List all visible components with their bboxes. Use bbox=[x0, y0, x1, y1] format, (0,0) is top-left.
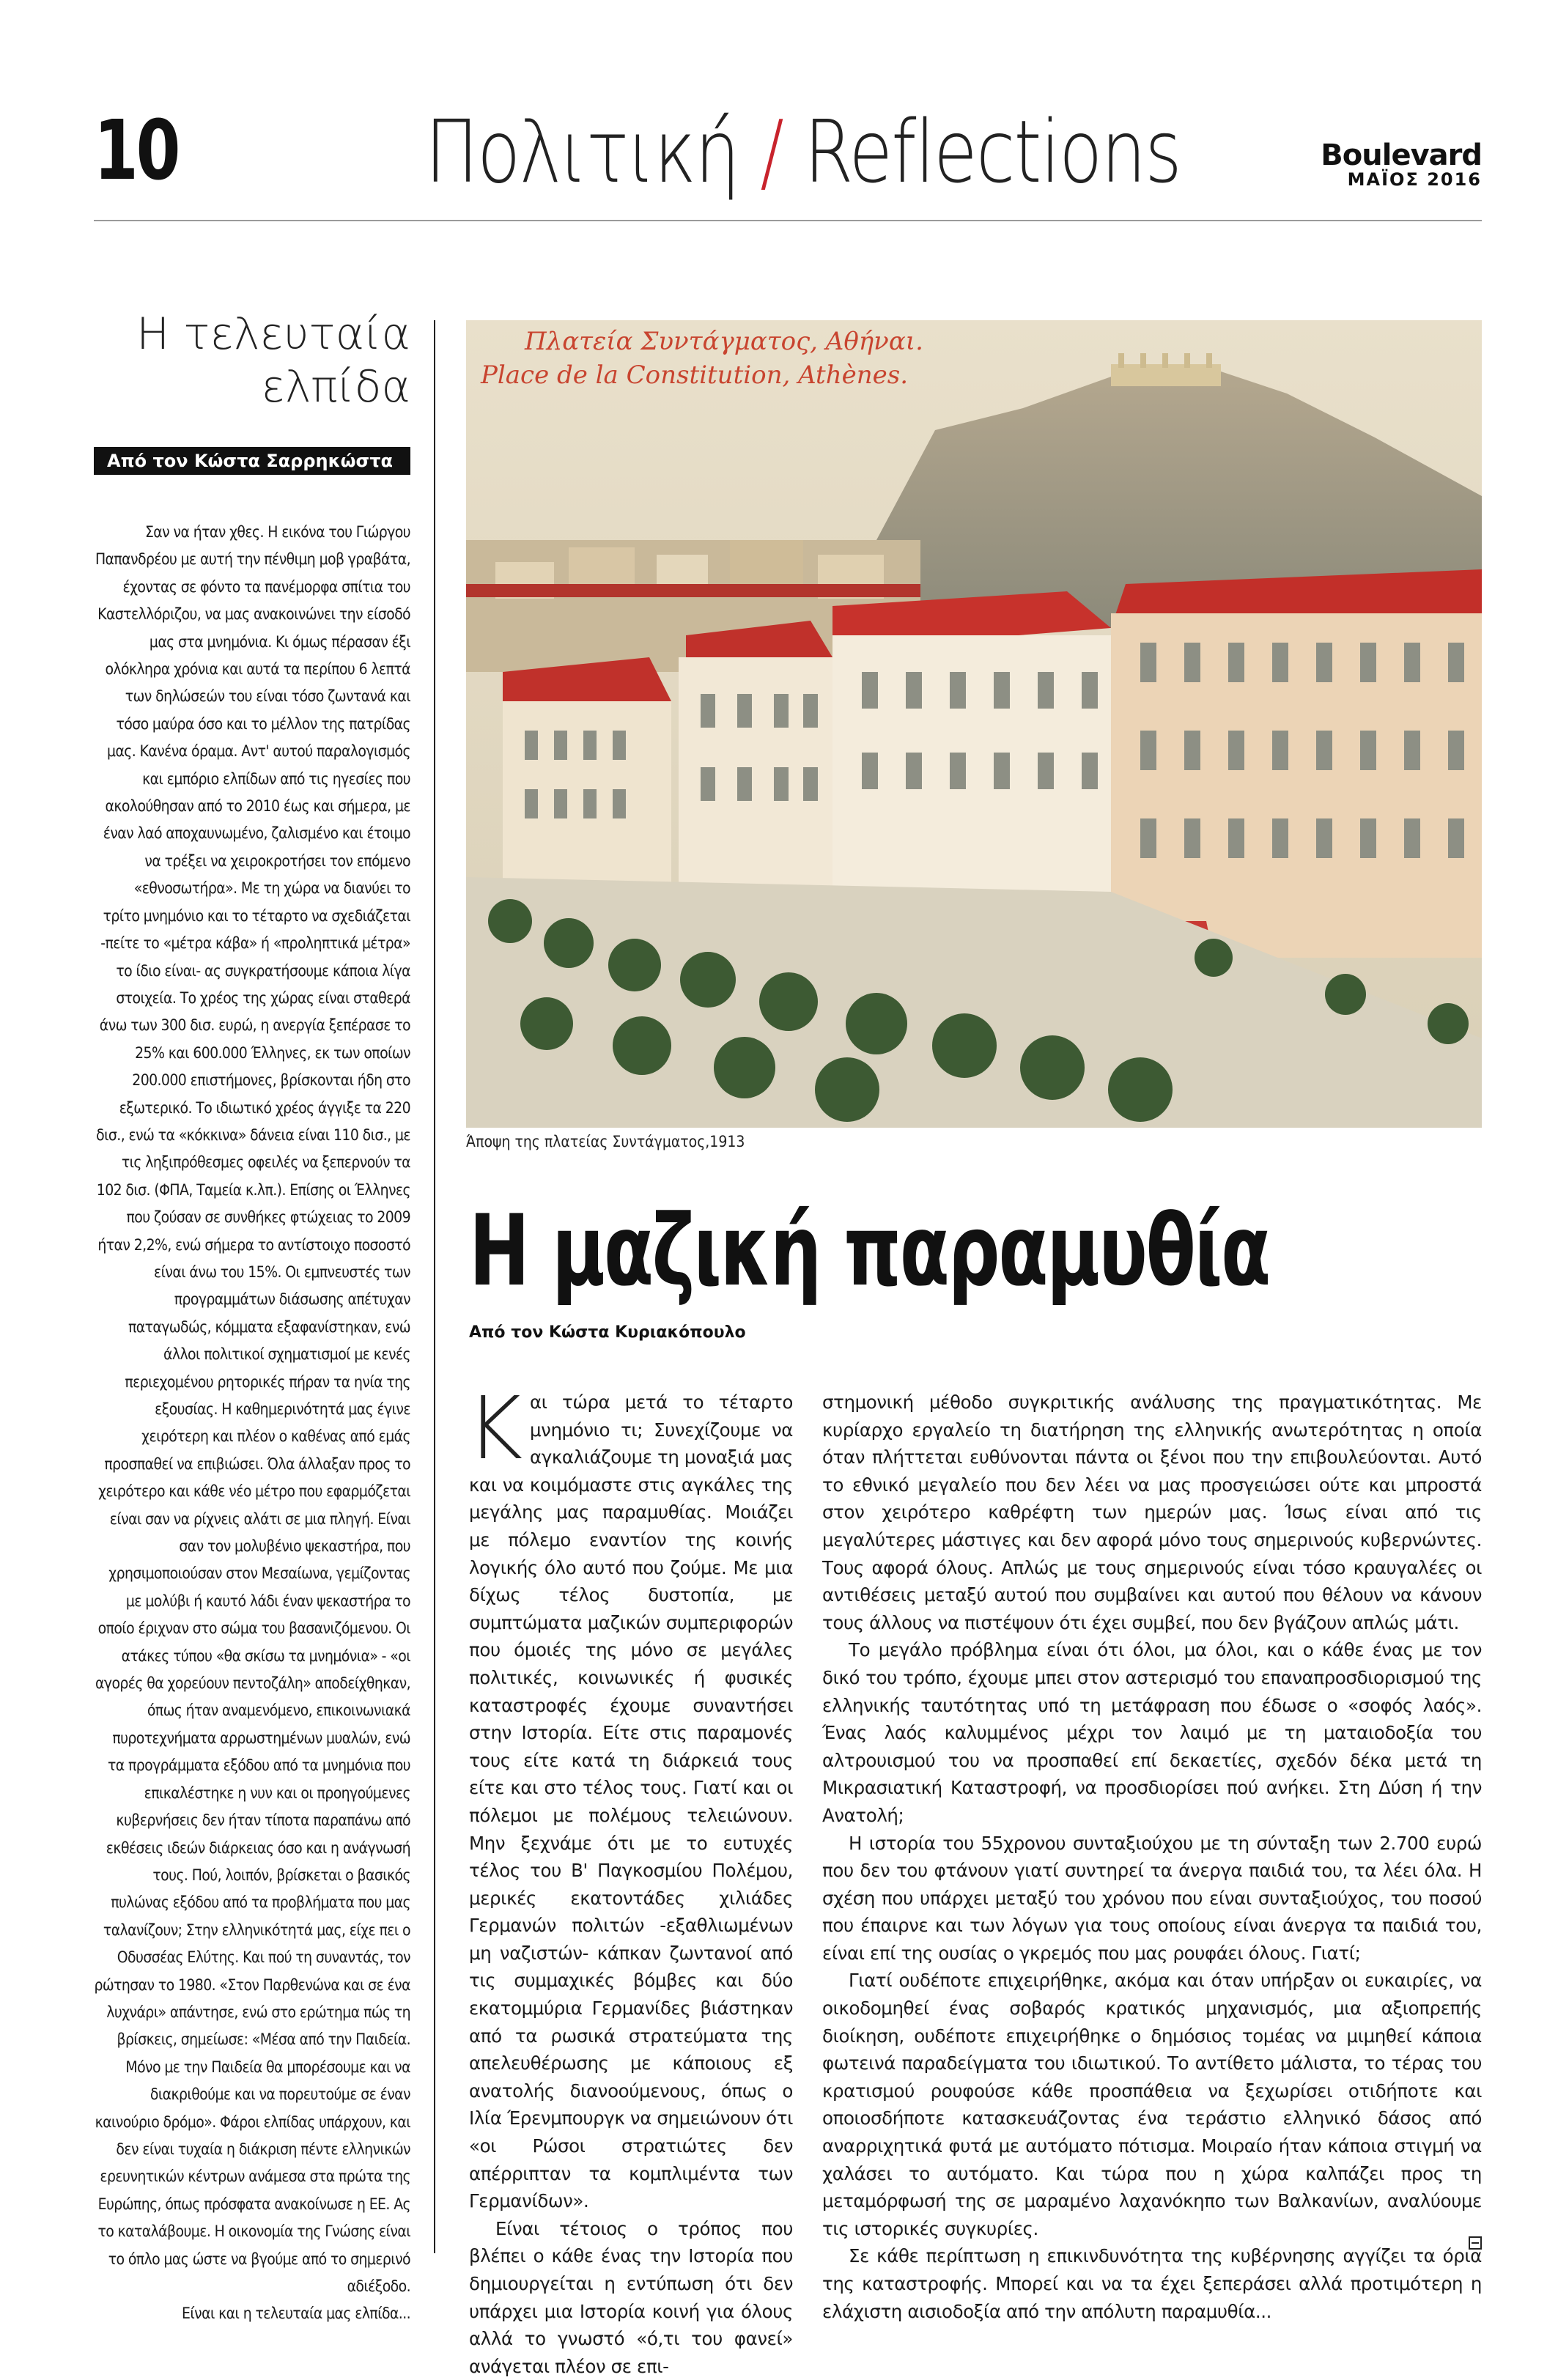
main-article-column-2 bbox=[822, 1389, 1482, 2325]
left-article-text: Σαν να ήταν χθες. Η εικόνα του Γιώργου Παπανδρέου με αυτή την πένθιμη μοβ γραβάτα, έχοντας σε φόντο τα πανέμορφα σπίτια του Καστελλόριζου, να μας ανακοινώνει την είσοδό μας στα μνημόνια. Κι όμως πέρασαν έξι ολόκληρα χρόνια και αυτά τα περίπου 6 λεπτά των δηλώσεών του είναι τόσο ζωντανά και τόσο μαύρα όσο και το μέλλον της πατρίδας μας. Κανένα όραμα. Αντ' αυτού παραλογισμός και εμπόριο ελπίδων από τις ηγεσίες που ακολούθησαν από το 2010 έως και σήμερα, με έναν λαό αποχαυνωμένο, ζαλισμένο και έτοιμο να τρέξει να χειροκροτήσει τον επόμενο «εθνοσωτήρα». Με τη χώρα να διανύει το τρίτο μνημόνιο και το τέταρτο να σχεδιάζεται -πείτε το «μέτρα κάβα» ή «προληπτικά μέτρα» το ίδιο είναι- ας συγκρατήσουμε κάποια λίγα στοιχεία. Το χρέος της χώρας είναι σταθερά άνω των 300 δισ. ευρώ, η ανεργία ξεπέρασε το 25% και 600.000 Έλληνες, εκ των οποίων 200.000 επιστήμονες, βρίσκονται ήδη στο εξωτερικό. Το ιδιωτικό χρέος άγγιξε τα 220 δισ., ενώ τα «κόκκινα» δάνεια είναι 110 δισ., με τις ληξιπρόθεσμες οφειλές να ξεπερνούν τα 102 δισ. (ΦΠΑ, Ταμεία κ.λπ.). Επίσης οι Έλληνες που ζούσαν σε συνθήκες φτώχειας το 2009 ήταν 2,2%, ενώ σήμερα το αντίστοιχο ποσοστό είναι άνω του 15%. Οι εμπνευστές των προγραμμάτων διάσωσης απέτυχαν παταγωδώς, κόμματα εξαφανίστηκαν, ενώ άλλοι πολιτικοί σχηματισμοί με κενές περιεχομένου ρητορικές πήραν τα ηνία της εξουσίας. Η καθημερινότητά μας έγινε χειρότερη και πλέον ο καθένας από εμάς προσπαθεί να επιβιώσει. Όλα άλλαξαν προς το χειρότερο και κάθε νέο μέτρο που εφαρμόζεται είναι σαν να ρίχνεις αλάτι σε μια πληγή. Είναι σαν τον μολυβένιο ψεκαστήρα, που χρησιμοποιούσαν στον Μεσαίωνα, γεμίζοντας με μολύβι ή καυτό λάδι έναν ψεκαστήρα το οποίο έριχναν στο σώμα του βασανιζόμενου. Οι ατάκες τύπου «θα σκίσω τα μνημόνια» - «οι αγορές θα χορεύουν πεντοζάλη» αποδείχθηκαν, όπως ήταν αναμενόμενο, επικοινωνιακά πυροτεχνήματα αρρωστημένων μυαλών, ενώ τα προγράμματα εξόδου από τα μνημόνια που επικαλέστηκε η νυν και οι προηγούμενες κυβερνήσεις δεν ήταν τίποτα παραπάνω από εκθέσεις ιδεών διάρκειας όσο και η ανάγνωσή τους. Πού, λοιπόν, βρίσκεται ο βασικός πυλώνας εξόδου από τα προβλήματα που μας ταλανίζουν; Στην ελληνικότητά μας, είχε πει ο Οδυσσέας Ελύτης. Και πού τη συναντάς, τον ρώτησαν το 1980. «Στον Παρθενώνα και σε ένα λυχνάρι» απάντησε, ενώ στο ερώτημα πώς τη βρίσκεις, σημείωσε: «Μέσα από την Παιδεία. Μόνο με την Παιδεία θα μπορέσουμε και να διακριθούμε και να πορευτούμε σε έναν καινούριο δρόμο». Φάροι ελπίδας υπάρχουν, και δεν είναι τυχαία η διάκριση πέντε ελληνικών ερευνητικών κέντρων ανάμεσα στα πρώτα της Ευρώπης, όπως πρόσφατα ανακοίνωσε η ΕΕ. Ας το καταλάβουμε. Η οικονομία της Γνώσης είναι το όπλο μας ώστε να βγούμε από το σημερινό αδιέξοδο. bbox=[94, 523, 410, 2295]
section-title-left: Πολιτική bbox=[425, 101, 739, 202]
main-article-byline: Από τον Κώστα Κυριακόπουλο bbox=[469, 1323, 746, 1342]
section-title-slash: / bbox=[760, 101, 783, 202]
main-article-column-1 bbox=[466, 1378, 793, 2380]
masthead-brand bbox=[1321, 138, 1482, 190]
syntagma-postcard-photo bbox=[466, 320, 1482, 1128]
end-of-article-square-icon bbox=[1469, 2236, 1482, 2250]
left-article-body bbox=[94, 519, 410, 2328]
postcard-title-french: Place de la Constitution, Athènes. bbox=[481, 361, 908, 390]
column-2-paragraph-5: Σε κάθε περίπτωση η επικινδυνότητα της κυβέρνησης αγγίζει τα όρια της καταστροφής. Μπορεί και να τα έχει ξεπεράσει αλλά προτιμότερη η ελάχιστη αισιοδοξία από την απόλυτη παραμυθία... bbox=[822, 2245, 1482, 2322]
column-1-paragraph-1 bbox=[466, 1378, 793, 2215]
left-title-line2: ελπίδα bbox=[261, 361, 410, 413]
left-article-byline: Από τον Κώστα Σαρρηκώστα bbox=[94, 447, 410, 475]
photo-caption: Άποψη της πλατείας Συντάγματος,1913 bbox=[466, 1133, 745, 1150]
left-title-line1: Η τελευταία bbox=[136, 308, 410, 360]
issue-date: ΜΑΪΟΣ 2016 bbox=[1347, 169, 1482, 190]
section-title-right: Reflections bbox=[804, 101, 1181, 202]
column-1-paragraph-1-text: αι τώρα μετά το τέταρτο μνημόνιο τι; Συνεχίζουμε να αγκαλιάζουμε τη μοναξιά μας και να κοιμόμαστε στις αγκάλες της μεγάλης μας παραμυθίας. Μοιάζει με πόλεμο εναντίον της κοινής λογικής όλο αυτό που ζούμε. Με μια δίχως τέλος δυστοπία, με συμπτώματα μαζικών συμπεριφορών που όμοιές της μόνο σε μεγάλες πολιτικές, κοινωνικές ή φυσικές καταστροφές έχουμε συναντήσει στην Ιστορία. Είτε στις παραμονές τους είτε κατά τη διάρκειά τους είτε και στο τέλος τους. Γιατί και οι πόλεμοι με πολέμους τελειώνουν. Μην ξεχνάμε ότι με το ευτυχές τέλος του Β' Παγκοσμίου Πολέμου, μερικές εκατοντάδες χιλιάδες Γερμανών πολιτών -εξαθλιωμένων μη ναζιστών- κάπκαν ζωντανοί από τις συμμαχικές βόμβες και δύο εκατομμύρια Γερμανίδες βιάστηκαν από τα ρωσικά στρατεύματα της απελευθέρωσης με κάποιους εξ ανατολής διανοούμενους, όπως ο Ιλία Έρενμπουργκ να σημειώνουν ότι «οι Ρώσοι στρατιώτες δεν απέρριπταν τα κομπλιμέντα των Γερμανίδων». bbox=[469, 1392, 793, 2212]
header-divider bbox=[94, 220, 1482, 221]
postcard-title-greek: Πλατεία Συντάγματος, Αθήναι. bbox=[525, 327, 923, 356]
column-2-paragraph-2: Το μεγάλο πρόβλημα είναι ότι όλοι, μα όλοι, και ο κάθε ένας με τον δικό του τρόπο, έχουμε μπει στον αστερισμό του επαναπροσδιορισμού της ελληνικής ταυτότητας υπό τη μετάφραση που έδωσε ο «σοφός λαός». Ένας λαός καλυμμένος μέχρι τον λαιμό με τη ματαιοδοξία του αλτρουισμού του να προσπαθεί επί δεκαετίες, σχεδόν δέκα μετά τη Μικρασιατική Καταστροφή, να προσδιορίσει πού ανήκει. Στη Δύση ή την Ανατολή; bbox=[822, 1639, 1482, 1826]
column-2-paragraph-1: στημονική μέθοδο συγκριτικής ανάλυσης της πραγματικότητας. Με κυρίαρχο εργαλείο τη διατήρηση της ελληνικής ανωτερότητας η οποία όταν πλήττεται ευθύνονται πάντα οι ξένοι που την επιβουλεύονται. Αυτό το εθνικό μεγαλείο που δεν λέει να μας προσγειώσει ούτε και μπροστά στον χειρότερο καθρέφτη των ημερών μας. Ίσως είναι από τις μεγαλύτερες μάστιγες και δεν αφορά μόνο τους σημερινούς κυβερνώντες. Τους αφορά όλους. Απλώς με τους σημερινούς είναι τόσο κραυγαλέες οι αντιθέσεις μεταξύ αυτού που συμβαίνει και αυτού που θέλουν να κάνουν τους άλλους να πιστέψουν ότι έχει συμβεί, που δεν βγάζουν απλώς μάτι. bbox=[822, 1392, 1482, 1633]
main-article-headline: Η μαζική παραμυθία bbox=[469, 1194, 1269, 1308]
left-article-closing: Είναι και η τελευταία μας ελπίδα... bbox=[182, 2305, 410, 2323]
drop-cap: Κ bbox=[466, 1378, 523, 1479]
brand-name: Boulevard bbox=[1321, 138, 1482, 172]
column-2-paragraph-3: Η ιστορία του 55χρονου συνταξιούχου με τη σύνταξη των 2.700 ευρώ που δεν του φτάνουν γιατί συντηρεί τα άνεργα παιδιά του, τα λέει όλα. Η σχέση που υπάρχει μεταξύ του χρόνου που είναι συνταξιούχος, του ποσού που έπαιρνε και των λόγων για τους οποίους είναι άνεργα τα παιδιά του, είναι επί της ουσίας ο γκρεμός που μας ρουφάει όλους. Γιατί; bbox=[822, 1832, 1482, 1964]
section-title bbox=[425, 101, 1181, 202]
postcard-illustration bbox=[466, 320, 1482, 1128]
column-1-paragraph-2: Είναι τέτοιος ο τρόπος που βλέπει ο κάθε ένας την Ιστορία που δημιουργείται η εντύπωση ότι δεν υπάρχει μια Ιστορία κοινή για όλους αλλά το γνωστό «ό,τι του φανεί» ανάγεται πλέον σε επι- bbox=[469, 2217, 793, 2377]
page-number: 10 bbox=[94, 103, 179, 199]
left-article-title bbox=[94, 308, 410, 413]
column-2-paragraph-4: Γιατί ουδέποτε επιχειρήθηκε, ακόμα και όταν υπήρξαν οι ευκαιρίες, να οικοδομηθεί ένας σοβαρός κρατικός μηχανισμός, μια αξιοπρεπής διοίκηση, ουδέποτε επιχειρήθηκε ο δημόσιος τομέας να μιμηθεί κάποια φωτεινά παραδείγματα του ιδιωτικού. Το αντίθετο μάλιστα, το τέρας του κρατισμού ρουφούσε κάθε προσπάθεια να ξεχωρίσει οτιδήποτε και οποιοσδήποτε κατασκευάζοντας ένα τεράστιο ελληνικό δάσος από αναρριχητικά φυτά με αυτόματο πότισμα. Μοιραίο ήταν κάποια στιγμή να χαλάσει το αυτόματο. Και τώρα που η χώρα καλπάζει προς τη μεταμόρφωσή της σε μαραμένο λαχανόκηπο των Βαλκανίων, αναλύουμε τις ιστορικές συγκυρίες. bbox=[822, 1970, 1482, 2239]
column-divider bbox=[434, 320, 435, 2253]
